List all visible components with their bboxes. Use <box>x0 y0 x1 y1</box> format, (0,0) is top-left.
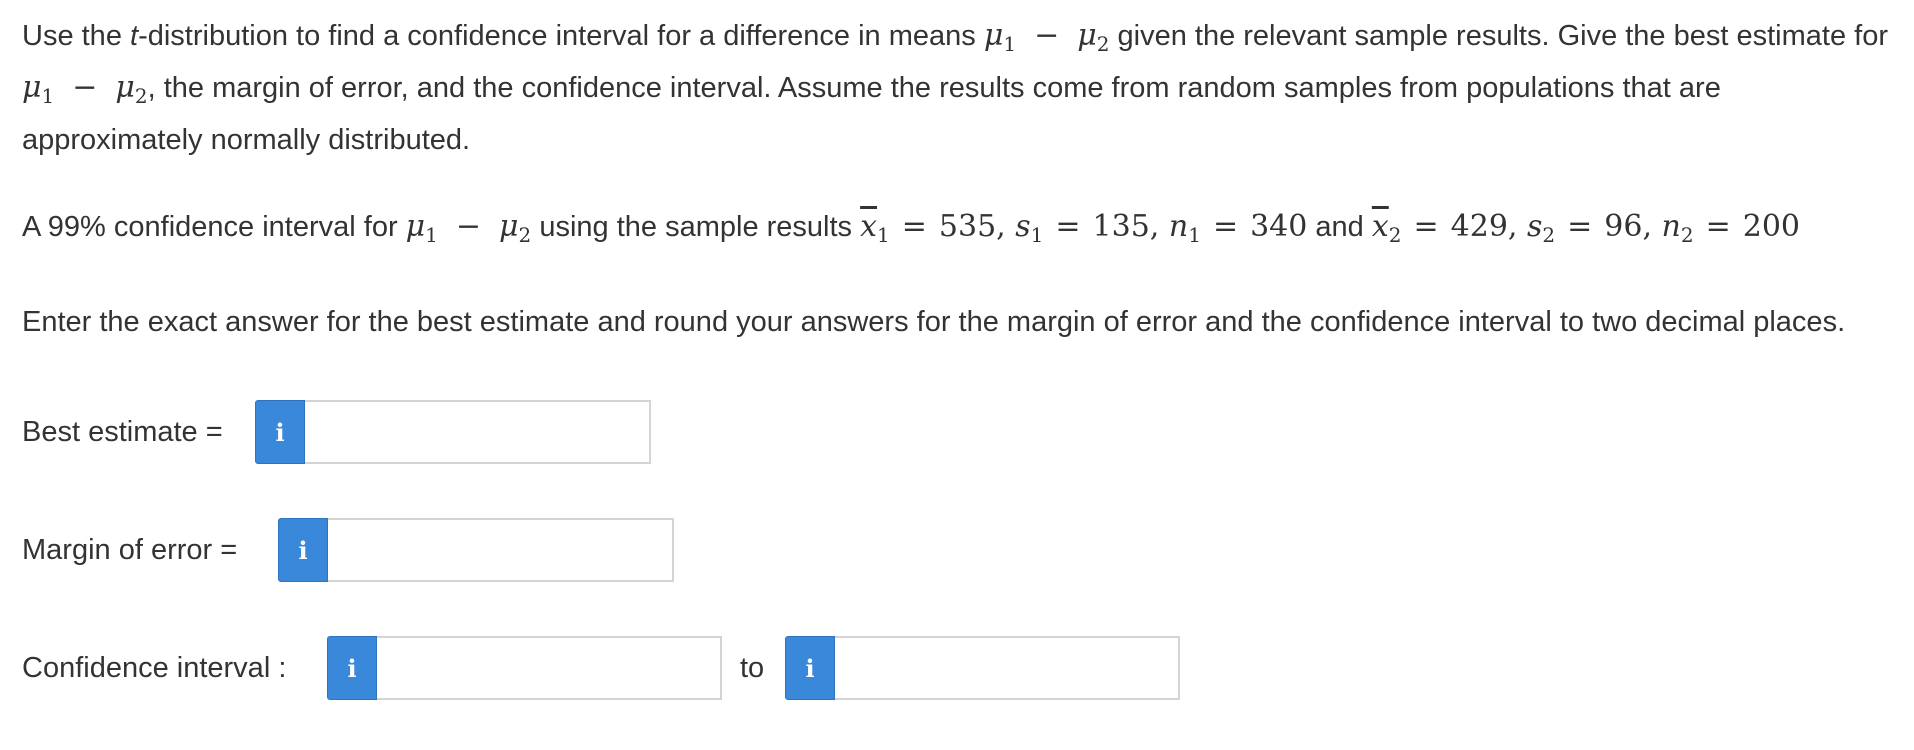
info-icon[interactable]: i <box>278 518 328 582</box>
subscript: 1 <box>877 223 890 247</box>
to-label: to <box>740 651 765 684</box>
mu-symbol: μ <box>115 70 135 105</box>
best-estimate-input-group <box>255 400 651 464</box>
and-text: and <box>1307 211 1372 243</box>
x-bar-symbol: $\overline{x}$ <box>1371 209 1389 244</box>
subscript: 1 <box>1030 223 1044 247</box>
n-symbol: n <box>1168 209 1189 244</box>
equals-sign: = <box>1705 209 1731 244</box>
s-symbol: s <box>1526 209 1543 244</box>
comma: , <box>1149 209 1169 244</box>
s2-value: 96 <box>1604 209 1643 244</box>
subscript: 2 <box>1096 32 1110 56</box>
intro-text-4: , the margin of error, and the confidence interval. Assume the results come from random samples from populations that are approximately normally distributed. <box>22 72 1721 156</box>
s-symbol: s <box>1015 209 1031 244</box>
subscript: 2 <box>518 223 532 247</box>
subscript: 2 <box>134 84 148 108</box>
info-icon[interactable]: i <box>327 636 377 700</box>
equals-sign: = <box>1567 209 1593 244</box>
minus-sign: − <box>455 209 482 244</box>
best-estimate-input[interactable] <box>305 400 651 464</box>
subscript: 1 <box>1188 223 1201 247</box>
question-prefix: A 99% confidence interval for <box>22 211 406 243</box>
equals-sign: = <box>901 209 927 244</box>
ci-upper-bound-input[interactable] <box>835 636 1180 700</box>
ci-lower-bound-input[interactable] <box>377 636 722 700</box>
question-middle: using the sample results <box>531 211 861 243</box>
mu-difference-expression <box>983 18 1110 56</box>
best-estimate-row <box>22 399 1892 465</box>
mu-difference-expression <box>22 70 148 108</box>
mu-difference-expression <box>405 209 532 247</box>
intro-text-2: -distribution to find a confidence interval for a difference in means <box>138 20 984 52</box>
n-symbol: n <box>1661 209 1681 244</box>
info-icon[interactable]: i <box>785 636 835 700</box>
ci-upper-input-group <box>785 636 1180 700</box>
margin-of-error-input-group <box>278 518 674 582</box>
answer-instructions: Enter the exact answer for the best estimate and round your answers for the margin of error and the confidence interval to two decimal places. <box>22 306 1846 338</box>
mu-symbol: μ <box>499 209 519 244</box>
minus-sign: − <box>72 70 98 105</box>
equals-sign: = <box>1212 209 1239 244</box>
mu-symbol: μ <box>1077 18 1097 53</box>
comma: , <box>1642 209 1662 244</box>
question-statement <box>22 205 1892 257</box>
comma: , <box>1507 209 1527 244</box>
subscript: 2 <box>1388 223 1402 247</box>
info-icon[interactable]: i <box>255 400 305 464</box>
x1-value: 535 <box>938 209 997 244</box>
subscript: 1 <box>425 223 438 247</box>
n2-value: 200 <box>1742 209 1800 244</box>
margin-of-error-label: Margin of error = <box>22 533 238 566</box>
s1-value: 135 <box>1092 209 1150 244</box>
ci-lower-input-group <box>327 636 722 700</box>
mu-symbol: μ <box>405 209 426 244</box>
margin-of-error-input[interactable] <box>328 518 674 582</box>
best-estimate-label: Best estimate = <box>22 415 223 448</box>
intro-text-3: given the relevant sample results. Give the best estimate for <box>1109 20 1888 52</box>
sample-1-results <box>860 209 1308 247</box>
subscript: 2 <box>1542 223 1556 247</box>
subscript: 1 <box>41 84 55 108</box>
question-intro <box>22 14 1892 162</box>
t-symbol: t <box>130 20 139 52</box>
question-content <box>22 14 1892 701</box>
comma: , <box>996 209 1016 244</box>
subscript: 1 <box>1003 32 1017 56</box>
minus-sign: − <box>1034 18 1060 53</box>
confidence-interval-label: Confidence interval : <box>22 651 287 684</box>
subscript: 2 <box>1680 223 1694 247</box>
n1-value: 340 <box>1250 209 1308 244</box>
x2-value: 429 <box>1450 209 1508 244</box>
sample-2-results <box>1371 209 1800 247</box>
margin-of-error-row <box>22 517 1892 583</box>
confidence-interval-row <box>22 635 1892 701</box>
equals-sign: = <box>1413 209 1439 244</box>
equals-sign: = <box>1055 209 1081 244</box>
mu-symbol: μ <box>983 18 1004 53</box>
intro-text-1: Use the <box>22 20 130 52</box>
mu-symbol: μ <box>22 70 42 105</box>
x-bar-symbol: $\overline{x}$ <box>860 209 878 244</box>
